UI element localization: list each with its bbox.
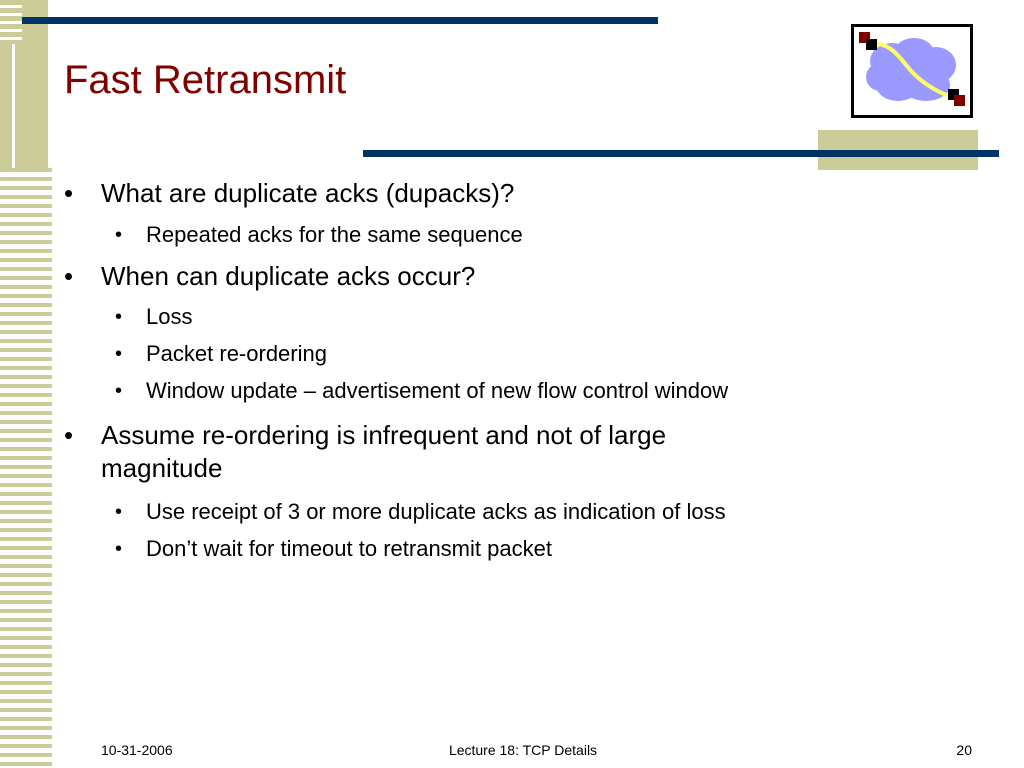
sub-bullet-item: Use receipt of 3 or more duplicate acks as indication of loss <box>146 499 726 524</box>
sub-bullet-item: Don’t wait for timeout to retransmit packet <box>146 536 552 561</box>
network-cloud-icon-graphic <box>854 27 970 115</box>
bullet-item-line2: magnitude <box>101 453 223 483</box>
title-rule <box>363 150 999 157</box>
bullet-marker: • <box>64 261 74 291</box>
sub-bullet-item: Repeated acks for the same sequence <box>146 222 523 247</box>
sub-bullet-item: Window update – advertisement of new flow control window <box>146 378 729 403</box>
left-decor-stripes <box>0 168 52 768</box>
sub-bullet-marker: • <box>115 343 123 365</box>
footer-date: 10-31-2006 <box>101 742 173 758</box>
sub-bullet-item: Packet re-ordering <box>146 341 327 366</box>
slide-number: 20 <box>956 742 972 758</box>
sub-bullet-marker: • <box>115 306 123 328</box>
bullet-item: When can duplicate acks occur? <box>101 261 476 291</box>
sub-bullet-marker: • <box>115 501 123 523</box>
sub-bullet-marker: • <box>115 224 123 246</box>
bullet-item: What are duplicate acks (dupacks)? <box>101 178 515 208</box>
left-decor-lines <box>0 0 22 44</box>
network-cloud-icon <box>851 24 973 118</box>
sub-bullet-marker: • <box>115 538 123 560</box>
node-black-top <box>866 39 877 50</box>
top-rule <box>22 17 658 24</box>
bullet-marker: • <box>64 178 74 208</box>
footer-title: Lecture 18: TCP Details <box>448 742 598 758</box>
bullet-item-line1: Assume re-ordering is infrequent and not of large <box>101 420 667 450</box>
slide-title: Fast Retransmit <box>64 58 347 102</box>
sub-bullet-item: Loss <box>146 304 193 329</box>
sub-bullet-marker: • <box>115 380 123 402</box>
node-red-bottom <box>954 95 965 106</box>
left-decor-gap <box>12 44 15 168</box>
bullet-marker: • <box>64 420 74 450</box>
